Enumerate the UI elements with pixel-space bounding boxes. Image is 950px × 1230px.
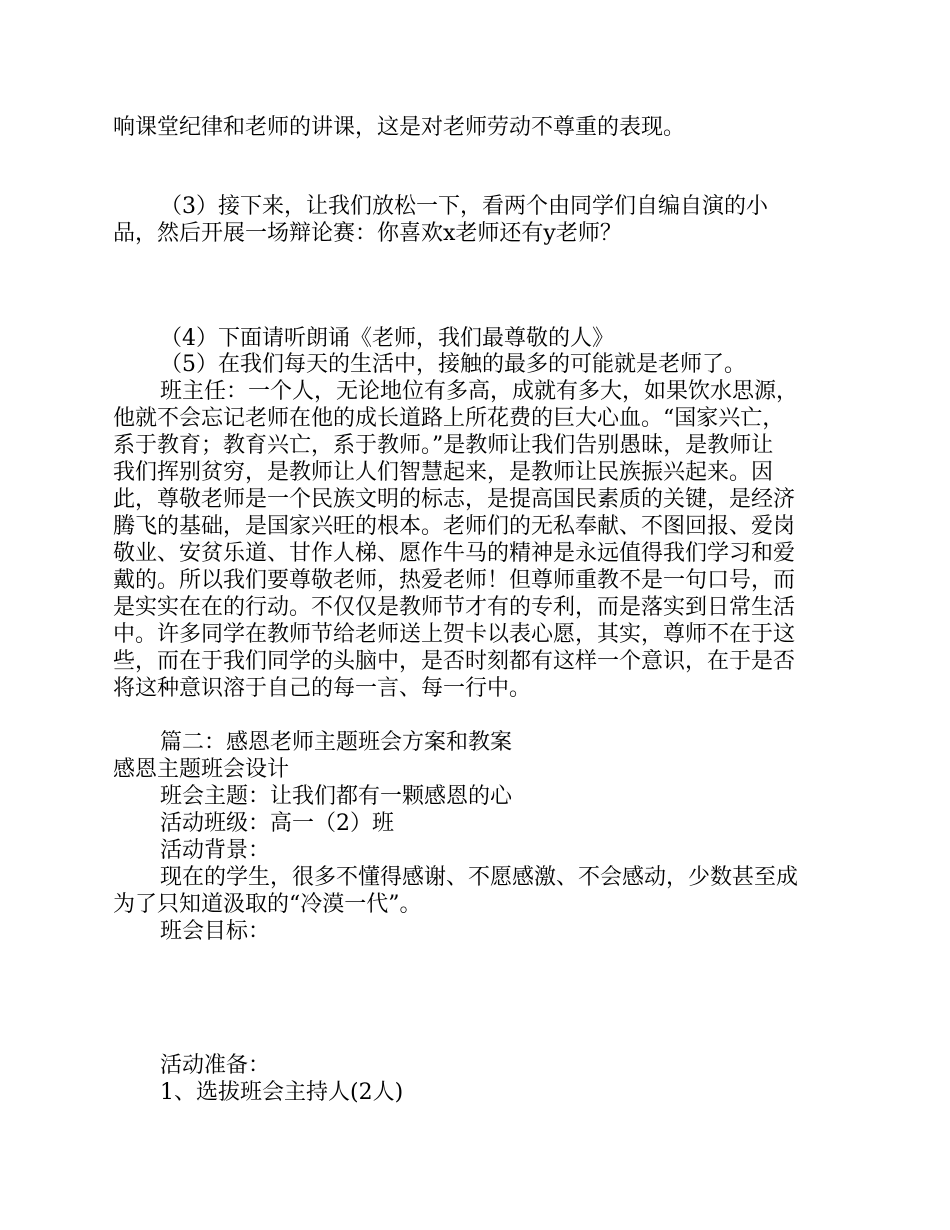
text-line: 系于教育；教育兴亡，系于教师。”是教师让我们告别愚昧，是教师让 [113, 433, 774, 458]
text-line: 1、选拔班会主持人(2人) [160, 1080, 404, 1105]
text-line: （4）下面请听朗诵《老师，我们最尊敬的人》 [160, 326, 614, 351]
paragraph-start-line: 班主任：一个人，无论地位有多高，成就有多大，如果饮水思源， [160, 379, 799, 404]
text-line: 活动准备： [160, 1053, 271, 1078]
text-line: 戴的。所以我们要尊敬老师，热爱老师！但尊师重教不是一句口号，而 [113, 568, 796, 593]
text-line: 将这种意识溶于自己的每一言、每一行中。 [113, 676, 532, 701]
text-line: 活动背景： [160, 838, 271, 863]
text-line: 为了只知道汲取的“冷漠一代”。 [113, 892, 422, 917]
text-line: 品，然后开展一场辩论赛：你喜欢x老师还有y老师？ [113, 221, 622, 246]
text-line: 敬业、安贫乐道、甘作人梯、愿作牛马的精神是永远值得我们学习和爱 [113, 541, 796, 566]
text-line: 他就不会忘记老师在他的成长道路上所花费的巨大心血。“国家兴亡， [113, 406, 785, 431]
text-line: 班会目标： [160, 919, 271, 944]
text-line: 是实实在在的行动。不仅仅是教师节才有的专利，而是落实到日常生活 [113, 595, 796, 620]
text-line: 腾飞的基础，是国家兴旺的根本。老师们的无私奉献、不图回报、爱岗 [113, 514, 796, 539]
text-line: 现在的学生，很多不懂得感谢、不愿感激、不会感动，少数甚至成 [160, 865, 799, 890]
text-line: 些，而在于我们同学的头脑中，是否时刻都有这样一个意识，在于是否 [113, 649, 796, 674]
text-line: 响课堂纪律和老师的讲课，这是对老师劳动不尊重的表现。 [113, 115, 686, 140]
text-line: （5）在我们每天的生活中，接触的最多的可能就是老师了。 [160, 352, 746, 377]
text-line: （3）接下来，让我们放松一下，看两个由同学们自编自演的小 [160, 194, 768, 219]
section-heading: 篇二：感恩老师主题班会方案和教案 [160, 730, 513, 755]
text-line: 班会主题：让我们都有一颗感恩的心 [160, 784, 513, 809]
text-line: 我们挥别贫穷，是教师让人们智慧起来，是教师让民族振兴起来。因 [113, 460, 774, 485]
text-line: 此，尊敬老师是一个民族文明的标志，是提高国民素质的关键，是经济 [113, 487, 796, 512]
section-subheading: 感恩主题班会设计 [113, 757, 290, 782]
text-line: 中。许多同学在教师节给老师送上贺卡以表心愿，其实，尊师不在于这 [113, 622, 796, 647]
text-line: 活动班级：高一（2）班 [160, 811, 394, 836]
